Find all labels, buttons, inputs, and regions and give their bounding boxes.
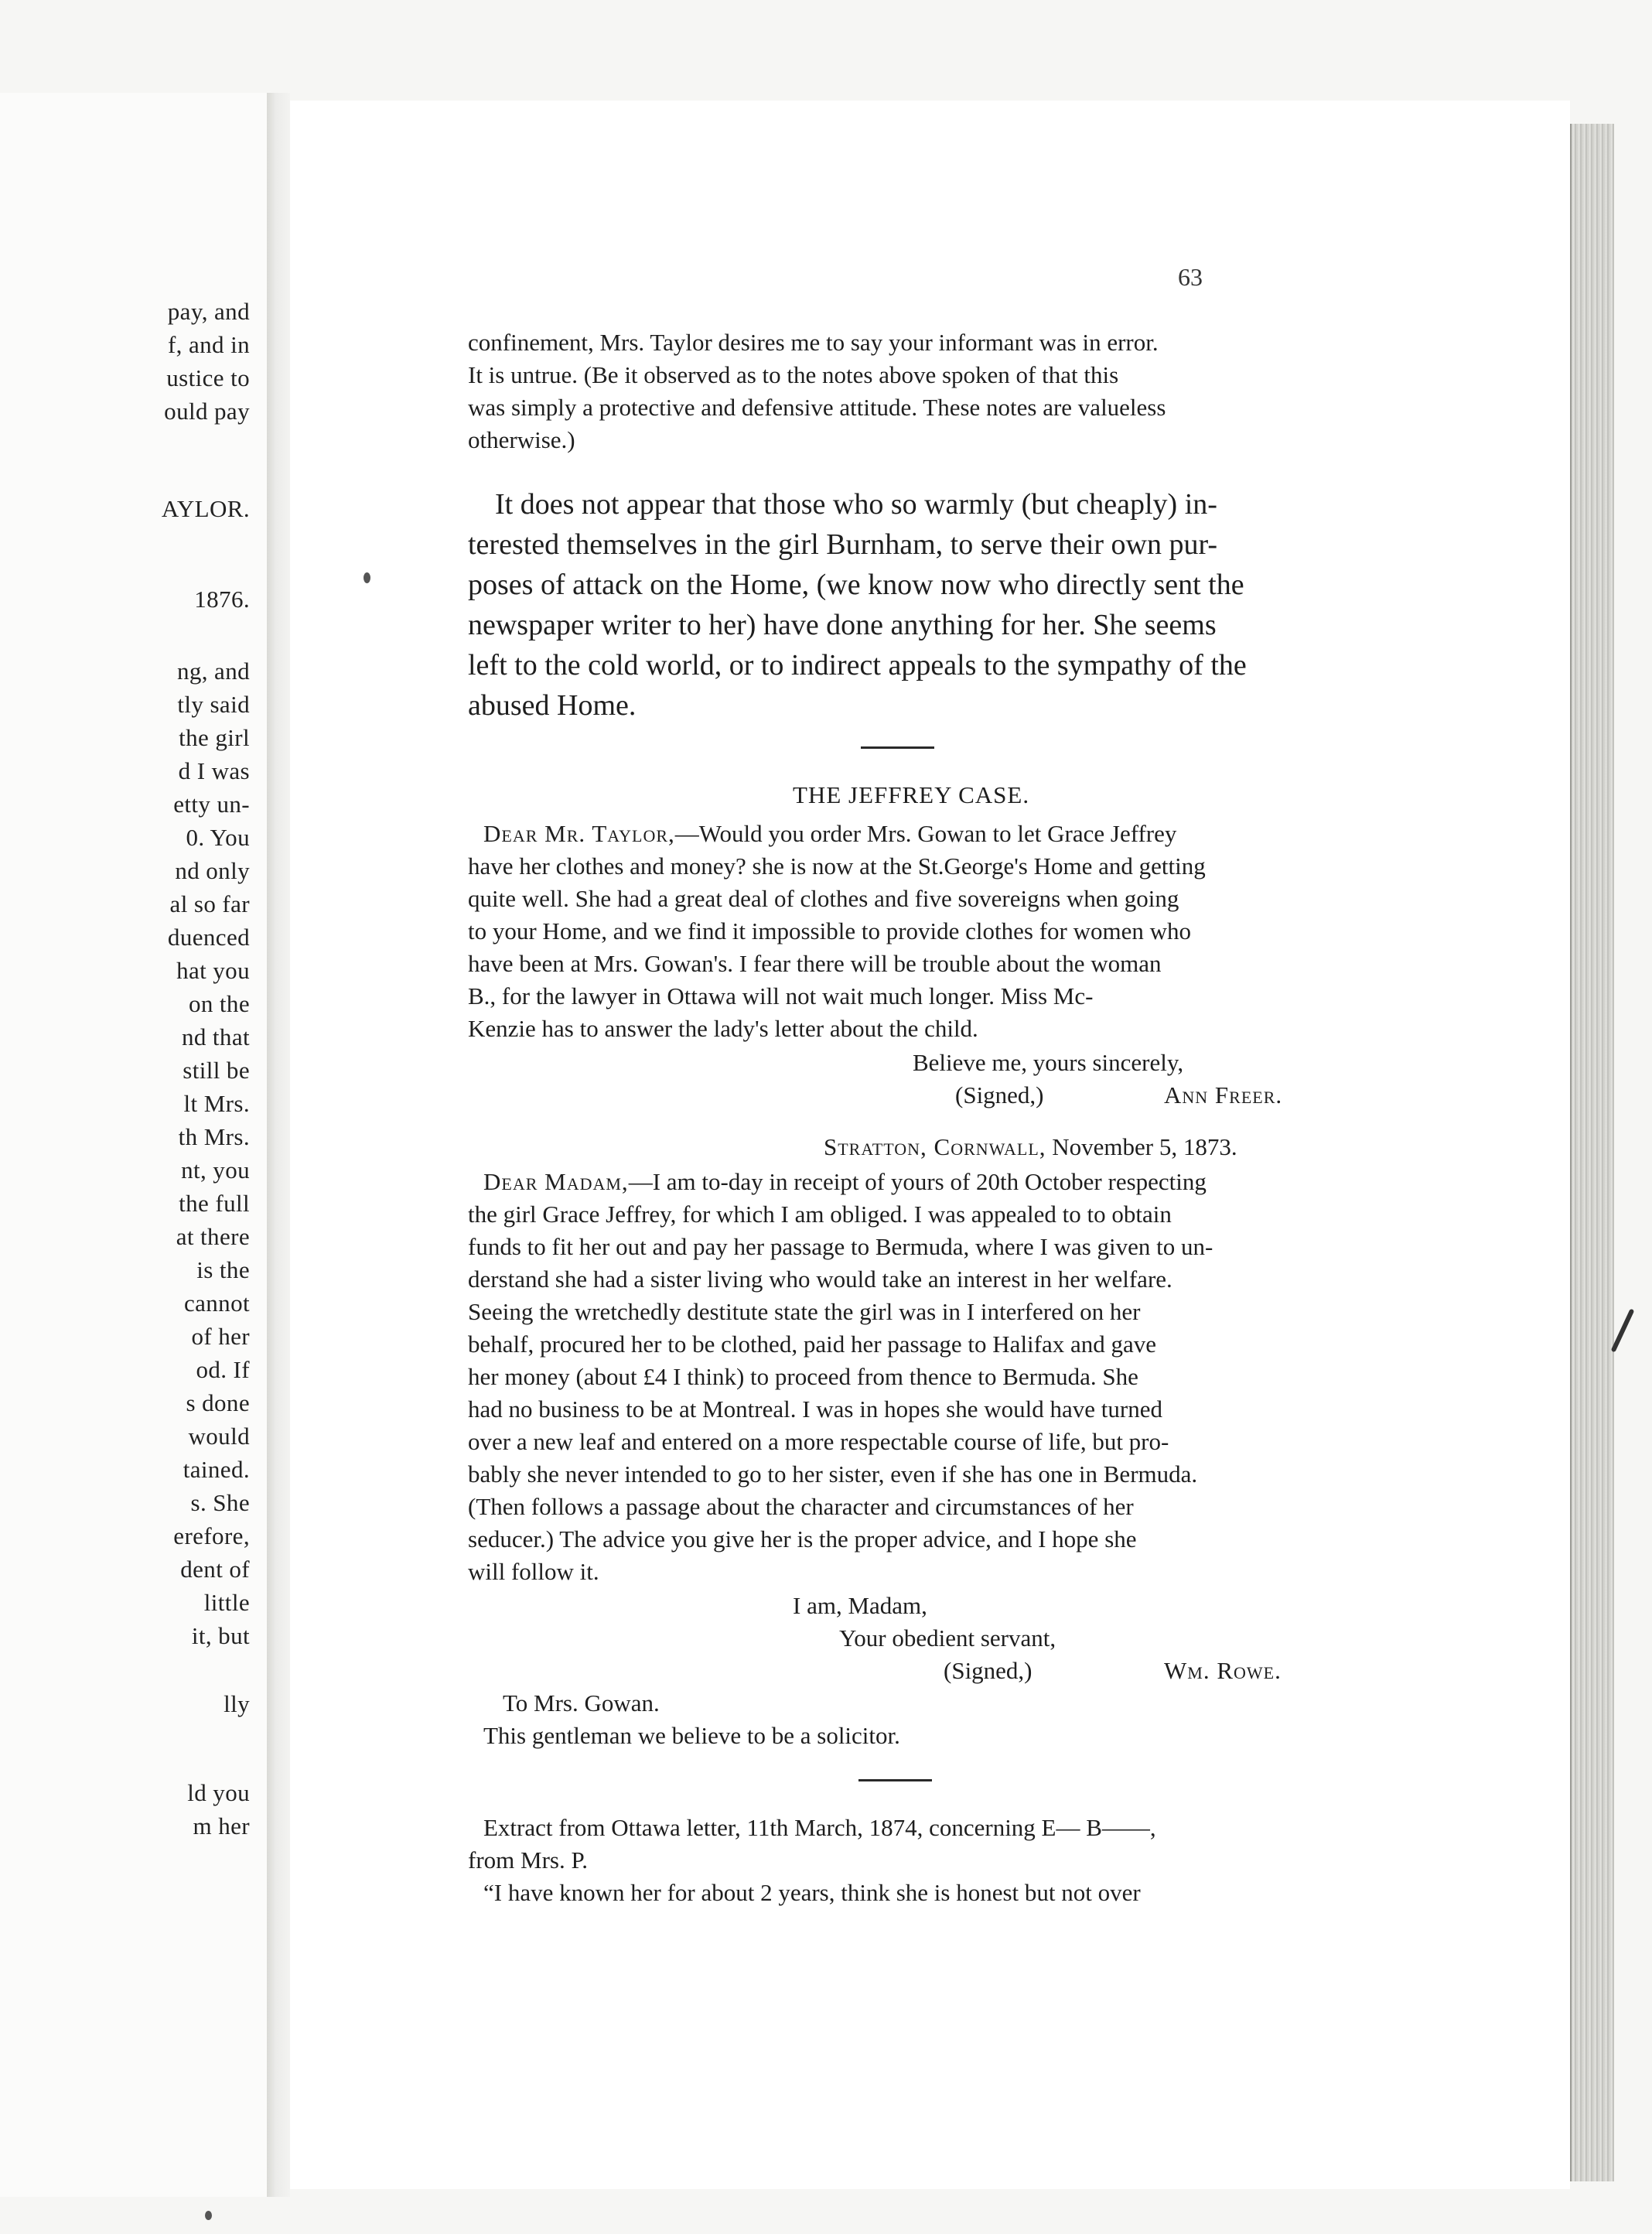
page-number: 63 <box>1178 263 1203 291</box>
facing-page-line: nd that <box>181 1023 250 1050</box>
facing-page-line: etty un- <box>173 791 250 818</box>
facing-page-line: od. If <box>196 1356 250 1383</box>
rowe-letter-line-6: behalf, procured her to be clothed, paid her passage to Halifax and gave <box>468 1330 1157 1358</box>
facing-page-line: the girl <box>179 724 250 751</box>
facing-page-line: f, and in <box>167 331 250 358</box>
rowe-letter-line-4: derstand she had a sister living who would take an interest in her welfare. <box>468 1266 1172 1293</box>
rowe-line-1-text: —I am to-day in receipt of yours of 20th October respecting <box>628 1168 1207 1195</box>
ink-speck <box>364 572 370 583</box>
rowe-dateline-place: Stratton, Cornwall, <box>824 1133 1046 1160</box>
commentary-line-1: It does not appear that those who so warmly (but cheaply) in- <box>495 488 1217 521</box>
rowe-letter-line-8: had no business to be at Montreal. I was in hopes she would have turned <box>468 1395 1162 1423</box>
rowe-dateline-date: November 5, 1873. <box>1052 1133 1237 1160</box>
facing-page-line: of her <box>191 1323 250 1350</box>
freer-letter-line-4: to your Home, and we find it impossible to provide clothes for women who <box>468 917 1192 944</box>
facing-page-line: tained. <box>183 1456 250 1483</box>
rowe-letter-line-7: her money (about £4 I think) to proceed from thence to Bermuda. She <box>468 1363 1138 1390</box>
facing-page-line: hat you <box>176 957 250 984</box>
extract-line-1: Extract from Ottawa letter, 11th March, 1874, concerning E— B——, <box>483 1814 1156 1841</box>
freer-letter-line-7: Kenzie has to answer the lady's letter about the child. <box>468 1015 978 1042</box>
facing-page-line: al so far <box>169 890 250 917</box>
facing-page-line: th Mrs. <box>178 1123 250 1150</box>
rowe-letter-line-1 <box>483 1168 1207 1196</box>
solicitor-note: This gentleman we believe to be a solicitor. <box>483 1722 900 1749</box>
freer-salutation: Dear Mr. Taylor, <box>483 820 675 847</box>
facing-page-line: duenced <box>167 924 250 951</box>
facing-page-line: lt Mrs. <box>183 1090 250 1117</box>
rowe-letter-line-5: Seeing the wretchedly destitute state the girl was in I interfered on her <box>468 1298 1141 1325</box>
facing-page-line: nd only <box>175 857 250 884</box>
facing-page-line: tly said <box>177 691 250 718</box>
rowe-letter-line-3: funds to fit her out and pay her passage to Bermuda, where I was given to un- <box>468 1233 1213 1260</box>
freer-letter-line-5: have been at Mrs. Gowan's. I fear there will be trouble about the woman <box>468 950 1162 977</box>
freer-line-1-text: —Would you order Mrs. Gowan to let Grace Jeffrey <box>674 820 1177 847</box>
rowe-salutation: Dear Madam, <box>483 1168 629 1195</box>
rowe-addressee: To Mrs. Gowan. <box>503 1689 660 1716</box>
opening-line-4: otherwise.) <box>468 426 575 453</box>
rowe-signature: Wm. Rowe. <box>1164 1657 1282 1684</box>
ink-stroke <box>1611 1309 1635 1353</box>
rowe-letter-line-11: (Then follows a passage about the character and circumstances of her <box>468 1493 1134 1520</box>
rowe-closing-1: I am, Madam, <box>793 1592 927 1619</box>
facing-page-line: cannot <box>183 1290 250 1317</box>
rowe-letter-line-2: the girl Grace Jeffrey, for which I am obliged. I was appealed to to obtain <box>468 1201 1172 1228</box>
facing-page-line: on the <box>188 990 250 1017</box>
rowe-signed: (Signed,) <box>944 1657 1032 1684</box>
extract-line-2: from Mrs. P. <box>468 1846 589 1874</box>
rowe-letter-line-10: bably she never intended to go to her sister, even if she has one in Bermuda. <box>468 1460 1198 1488</box>
opening-line-3: was simply a protective and defensive attitude. These notes are valueless <box>468 394 1166 421</box>
commentary-line-6: abused Home. <box>468 689 637 722</box>
ink-speck-bottom <box>205 2211 212 2220</box>
commentary-line-2: terested themselves in the girl Burnham, to serve their own pur- <box>468 528 1218 561</box>
facing-page-line: ustice to <box>166 364 250 391</box>
facing-page-line: ng, and <box>176 658 250 685</box>
facing-page-line: is the <box>196 1256 250 1283</box>
facing-page-line: the full <box>179 1190 250 1217</box>
facing-page-line: still be <box>183 1057 250 1084</box>
rowe-dateline <box>824 1133 1237 1161</box>
facing-page-line: s done <box>186 1389 250 1416</box>
facing-page-line: erefore, <box>173 1522 250 1549</box>
section-rule <box>861 746 934 749</box>
facing-page-line: d I was <box>178 757 250 784</box>
facing-page-line: 1876. <box>194 586 250 613</box>
freer-closing: Believe me, yours sincerely, <box>913 1049 1184 1076</box>
facing-page-line: lly <box>224 1690 250 1717</box>
rowe-letter-line-9: over a new leaf and entered on a more respectable course of life, but pro- <box>468 1428 1169 1455</box>
rowe-letter-line-12: seducer.) The advice you give her is the proper advice, and I hope she <box>468 1525 1137 1553</box>
freer-letter-line-6: B., for the lawyer in Ottawa will not wait much longer. Miss Mc- <box>468 982 1094 1009</box>
facing-page-fragment <box>0 93 269 2197</box>
freer-letter-line-1 <box>483 820 1176 848</box>
jeffrey-heading: THE JEFFREY CASE. <box>793 781 1030 808</box>
freer-signed: (Signed,) <box>955 1081 1044 1108</box>
facing-page-line: nt, you <box>181 1156 250 1184</box>
facing-page-line: AYLOR. <box>161 495 250 522</box>
facing-page-line: pay, and <box>167 298 250 325</box>
facing-page-line: ld you <box>187 1779 250 1806</box>
facing-page-line: it, but <box>191 1622 250 1649</box>
facing-page-line: would <box>188 1423 250 1450</box>
rowe-letter-line-13: will follow it. <box>468 1558 599 1585</box>
facing-page-line: ould pay <box>164 398 250 425</box>
section-rule-2 <box>858 1779 932 1781</box>
facing-page-line: s. She <box>190 1489 250 1516</box>
book-page <box>290 101 1570 2189</box>
opening-line-2: It is untrue. (Be it observed as to the notes above spoken of that this <box>468 361 1119 388</box>
facing-page-line: at there <box>176 1223 250 1250</box>
book-gutter <box>267 93 290 2197</box>
facing-page-line: little <box>203 1589 250 1616</box>
commentary-line-5: left to the cold world, or to indirect appeals to the sympathy of the <box>468 649 1247 681</box>
page-stack-edge <box>1570 124 1614 2181</box>
opening-line-1: confinement, Mrs. Taylor desires me to say your informant was in error. <box>468 329 1159 356</box>
commentary-line-3: poses of attack on the Home, (we know now who directly sent the <box>468 569 1244 601</box>
facing-page-line: 0. You <box>186 824 250 851</box>
freer-signature: Ann Freer. <box>1164 1081 1283 1108</box>
extract-line-3: “I have known her for about 2 years, think she is honest but not over <box>483 1879 1141 1906</box>
commentary-line-4: newspaper writer to her) have done anything for her. She seems <box>468 609 1217 641</box>
freer-letter-line-3: quite well. She had a great deal of clothes and five sovereigns when going <box>468 885 1179 912</box>
rowe-closing-2: Your obedient servant, <box>839 1624 1056 1652</box>
facing-page-line: m her <box>193 1812 250 1839</box>
freer-letter-line-2: have her clothes and money? she is now at the St.George's Home and getting <box>468 852 1206 880</box>
facing-page-line: dent of <box>180 1556 250 1583</box>
